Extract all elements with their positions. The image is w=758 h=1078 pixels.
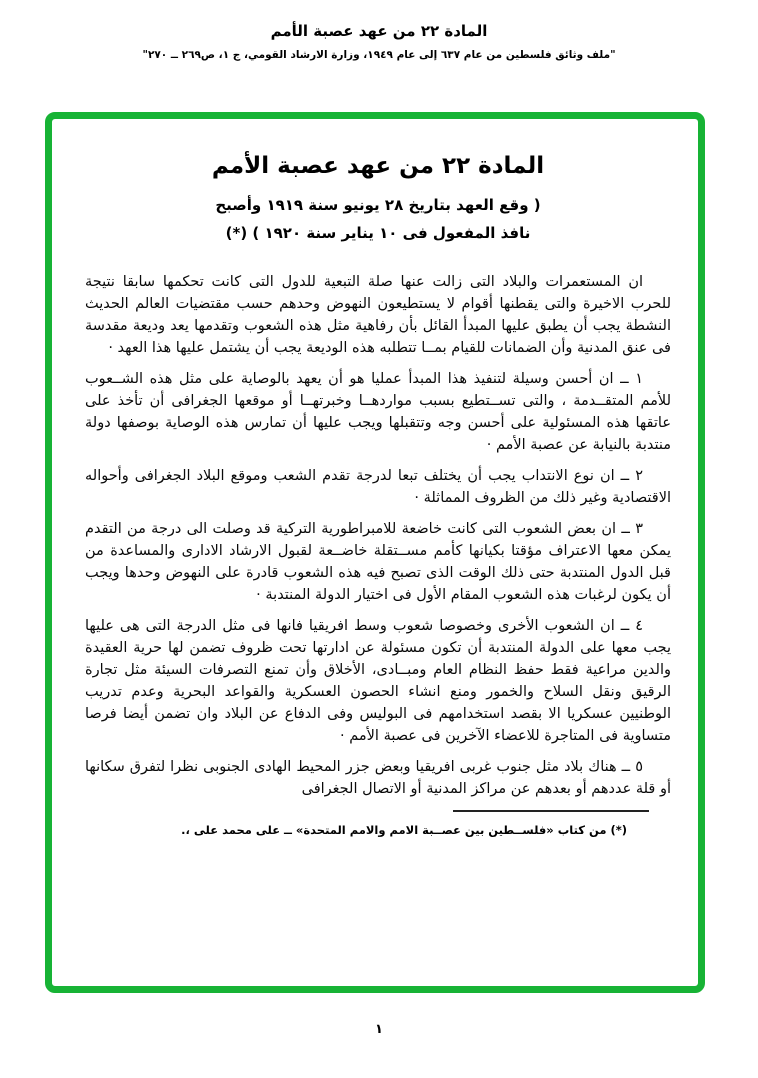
page-number: ١	[375, 1022, 383, 1037]
source-citation: "ملف وثائق فلسطين من عام ٦٣٧ إلى عام ١٩٤٩، وزارة الارشاد القومي، ج ١، ص٢٦٩ ــ ٢٧٠"	[142, 49, 616, 61]
subtitle-line-2: نافذ المفعول فى ١٠ يناير سنة ١٩٢٠ ) (*)	[225, 224, 531, 242]
paragraph-clause-1: ١ ــ ان أحسن وسيلة لتنفيذ هذا المبدأ عمليا هو أن يعهد بالوصاية على مثل هذه الشــعوب للأمم المتقــدمة ، والتى تســتطيع بسبب مواردهــا وخبرتهــا أو موقعها الجغرافى أن تأخذ على عاتقها هذه المسئولية على أحسن وجه وتتقبلها ويجب عليها أن تمارس هذه الوصاية بوصفها دولة منتدبة بالنيابة عن عصبة الأمم ·	[85, 371, 671, 453]
footnote-separator	[453, 810, 649, 812]
page-header-title: المادة ٢٢ من عهد عصبة الأمم	[270, 22, 488, 40]
paragraph-clause-5: ٥ ــ هناك بلاد مثل جنوب غربى افريقيا وبعض جزر المحيط الهادى الجنوبى نظرا لتفرق سكانها أو قلة عددهم أو بعدهم عن مراكز المدنية أو الاتصال الجغرافى	[85, 759, 671, 797]
paragraph-clause-4: ٤ ــ ان الشعوب الأخرى وخصوصا شعوب وسط افريقيا فانها فى مثل الدرجة التى هى عليها يجب معها على الدولة المنتدبة أن تكون مسئولة عن ادارتها تحت ظروف تضمن لها حرية العقيدة والدين مراعية فقط حفظ النظام العام ومبــادى، الأخلاق وأن تمنع التصرفات السيئة مثل تجارة الرقيق ونقل السلاح والخمور ومنع انشاء الحصون العسكرية والقواعد البحرية وعدم تدريب الوطنيين عسكريا الا بقصد استخدامهم فى البوليس وفى الدفاع عن البلاد وان تضمن أيضا فرصا متساوية فى المتاجرة للاعضاء الآخرين فى عصبة الأمم ·	[85, 618, 671, 744]
footnote-text: (*) من كتاب «فلســطين بين عصــبة الامم والامم المتحدة» ــ على محمد على ،.	[181, 823, 627, 837]
subtitle-line-1: ( وقع العهد بتاريخ ٢٨ يونيو سنة ١٩١٩ وأصبح	[215, 196, 541, 214]
document-title: المادة ٢٢ من عهد عصبة الأمم	[211, 153, 545, 179]
document-content	[52, 119, 698, 839]
paragraph-intro: ان المستعمرات والبلاد التى زالت عنها صلة التبعية للدول التى كانت تحكمها سابقا نتيجة للحرب الاخيرة والتى يقطنها أقوام لا يستطيعون النهوض وحدهم حسب مقتضيات العالم الحديث النشطة يجب أن يطبق عليها المبدأ القائل بأن رفاهية مثل هذه الشعوب وتقدمها يعد وديعة مقدسة فى عنق المدنية وأن الضمانات للقيام بمــا تتطلبه هذه الوديعة يجب أن يشتمل عليها هذا العهد ·	[85, 274, 671, 356]
document-body	[85, 271, 671, 800]
paragraph-clause-3: ٣ ــ ان بعض الشعوب التى كانت خاضعة للامبراطورية التركية قد وصلت الى درجة من التقدم يمكن معها الاعتراف مؤقتا بكيانها كأمم مســتقلة خاضــعة لقبول الارشاد الادارى والمساعدة من قبل الدول المنتدبة حتى ذلك الوقت الذى تصبح فيه هذه الشعوب قادرة على النهوض وحدها ويجب أن يكون لرغبات هذه الشعوب المقام الأول فى اختيار الدولة المنتدبة ·	[85, 521, 671, 603]
paragraph-clause-2: ٢ ــ ان نوع الانتداب يجب أن يختلف تبعا لدرجة تقدم الشعب وموقع البلاد الجغرافى وأحواله الاقتصادية وغير ذلك من الظروف المماثلة ·	[85, 468, 671, 506]
page-header	[0, 22, 758, 61]
document-subtitle	[85, 191, 671, 247]
green-document-frame	[45, 112, 705, 993]
